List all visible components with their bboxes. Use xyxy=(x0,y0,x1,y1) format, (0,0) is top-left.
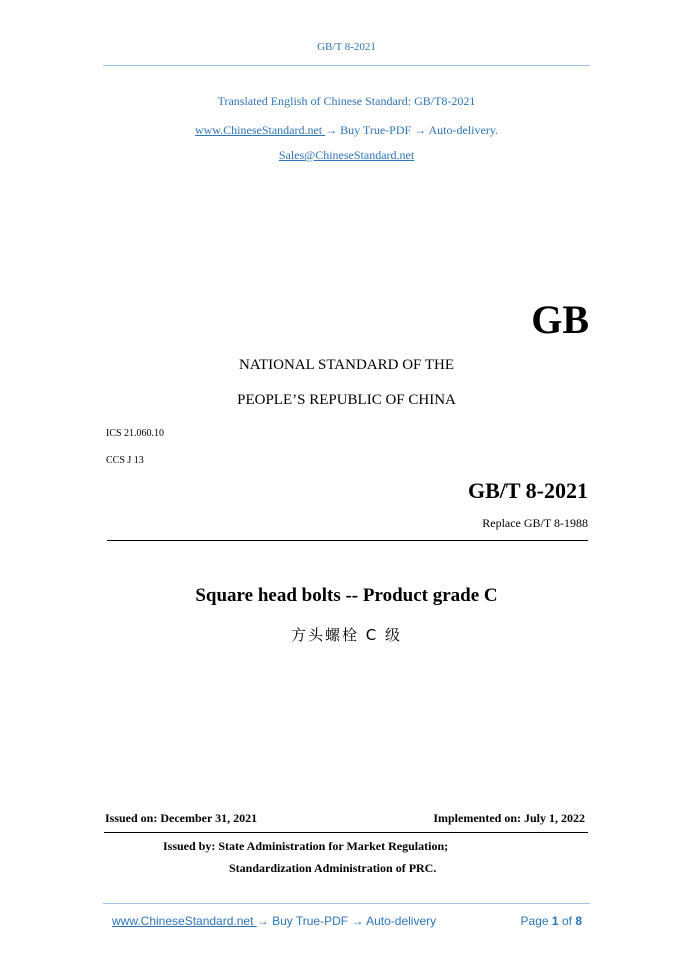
footer-promo xyxy=(112,914,436,928)
running-header: GB/T 8-2021 xyxy=(317,41,376,53)
gb-mark: GB xyxy=(531,297,589,342)
ics-code: ICS 21.060.10 xyxy=(106,428,165,439)
title-divider xyxy=(107,540,588,541)
national-standard-line2: PEOPLE’S REPUBLIC OF CHINA xyxy=(237,392,456,408)
promo-suffix: → Buy True-PDF → Auto-delivery. xyxy=(325,123,499,137)
ccs-code: CCS J 13 xyxy=(106,455,144,466)
document-title-chinese: 方头螺栓 C 级 xyxy=(290,626,402,644)
page-indicator xyxy=(521,914,582,928)
email-link[interactable]: Sales@ChineseStandard.net xyxy=(278,148,415,162)
site-link[interactable]: www.ChineseStandard.net xyxy=(194,123,326,137)
implemented-on-date: Implemented on: July 1, 2022 xyxy=(433,811,585,825)
page-of: of xyxy=(561,914,572,928)
issued-by-line1: Issued by: State Administration for Market Regulation; xyxy=(163,839,449,853)
replace-note: Replace GB/T 8-1988 xyxy=(482,516,588,530)
translation-notice: Translated English of Chinese Standard: GB/T8-2021 xyxy=(217,94,476,108)
national-standard-line1: NATIONAL STANDARD OF THE xyxy=(238,357,455,373)
issued-by-line2: Standardization Administration of PRC. xyxy=(229,861,437,875)
document-title: Square head bolts -- Product grade C xyxy=(195,585,498,606)
page-label: Page xyxy=(520,914,549,928)
page-total: 8 xyxy=(575,914,582,928)
promo-line xyxy=(0,123,693,138)
page-current: 1 xyxy=(551,914,559,928)
standard-number: GB/T 8-2021 xyxy=(467,478,588,503)
issue-divider xyxy=(104,832,588,833)
footer-divider xyxy=(103,903,590,904)
sales-line xyxy=(0,148,693,163)
footer-site-link[interactable]: www.ChineseStandard.net xyxy=(112,914,257,928)
issued-on-date: Issued on: December 31, 2021 xyxy=(105,811,258,825)
footer-promo-suffix: → Buy True-PDF → Auto-delivery xyxy=(256,914,437,928)
header-divider xyxy=(103,65,590,66)
